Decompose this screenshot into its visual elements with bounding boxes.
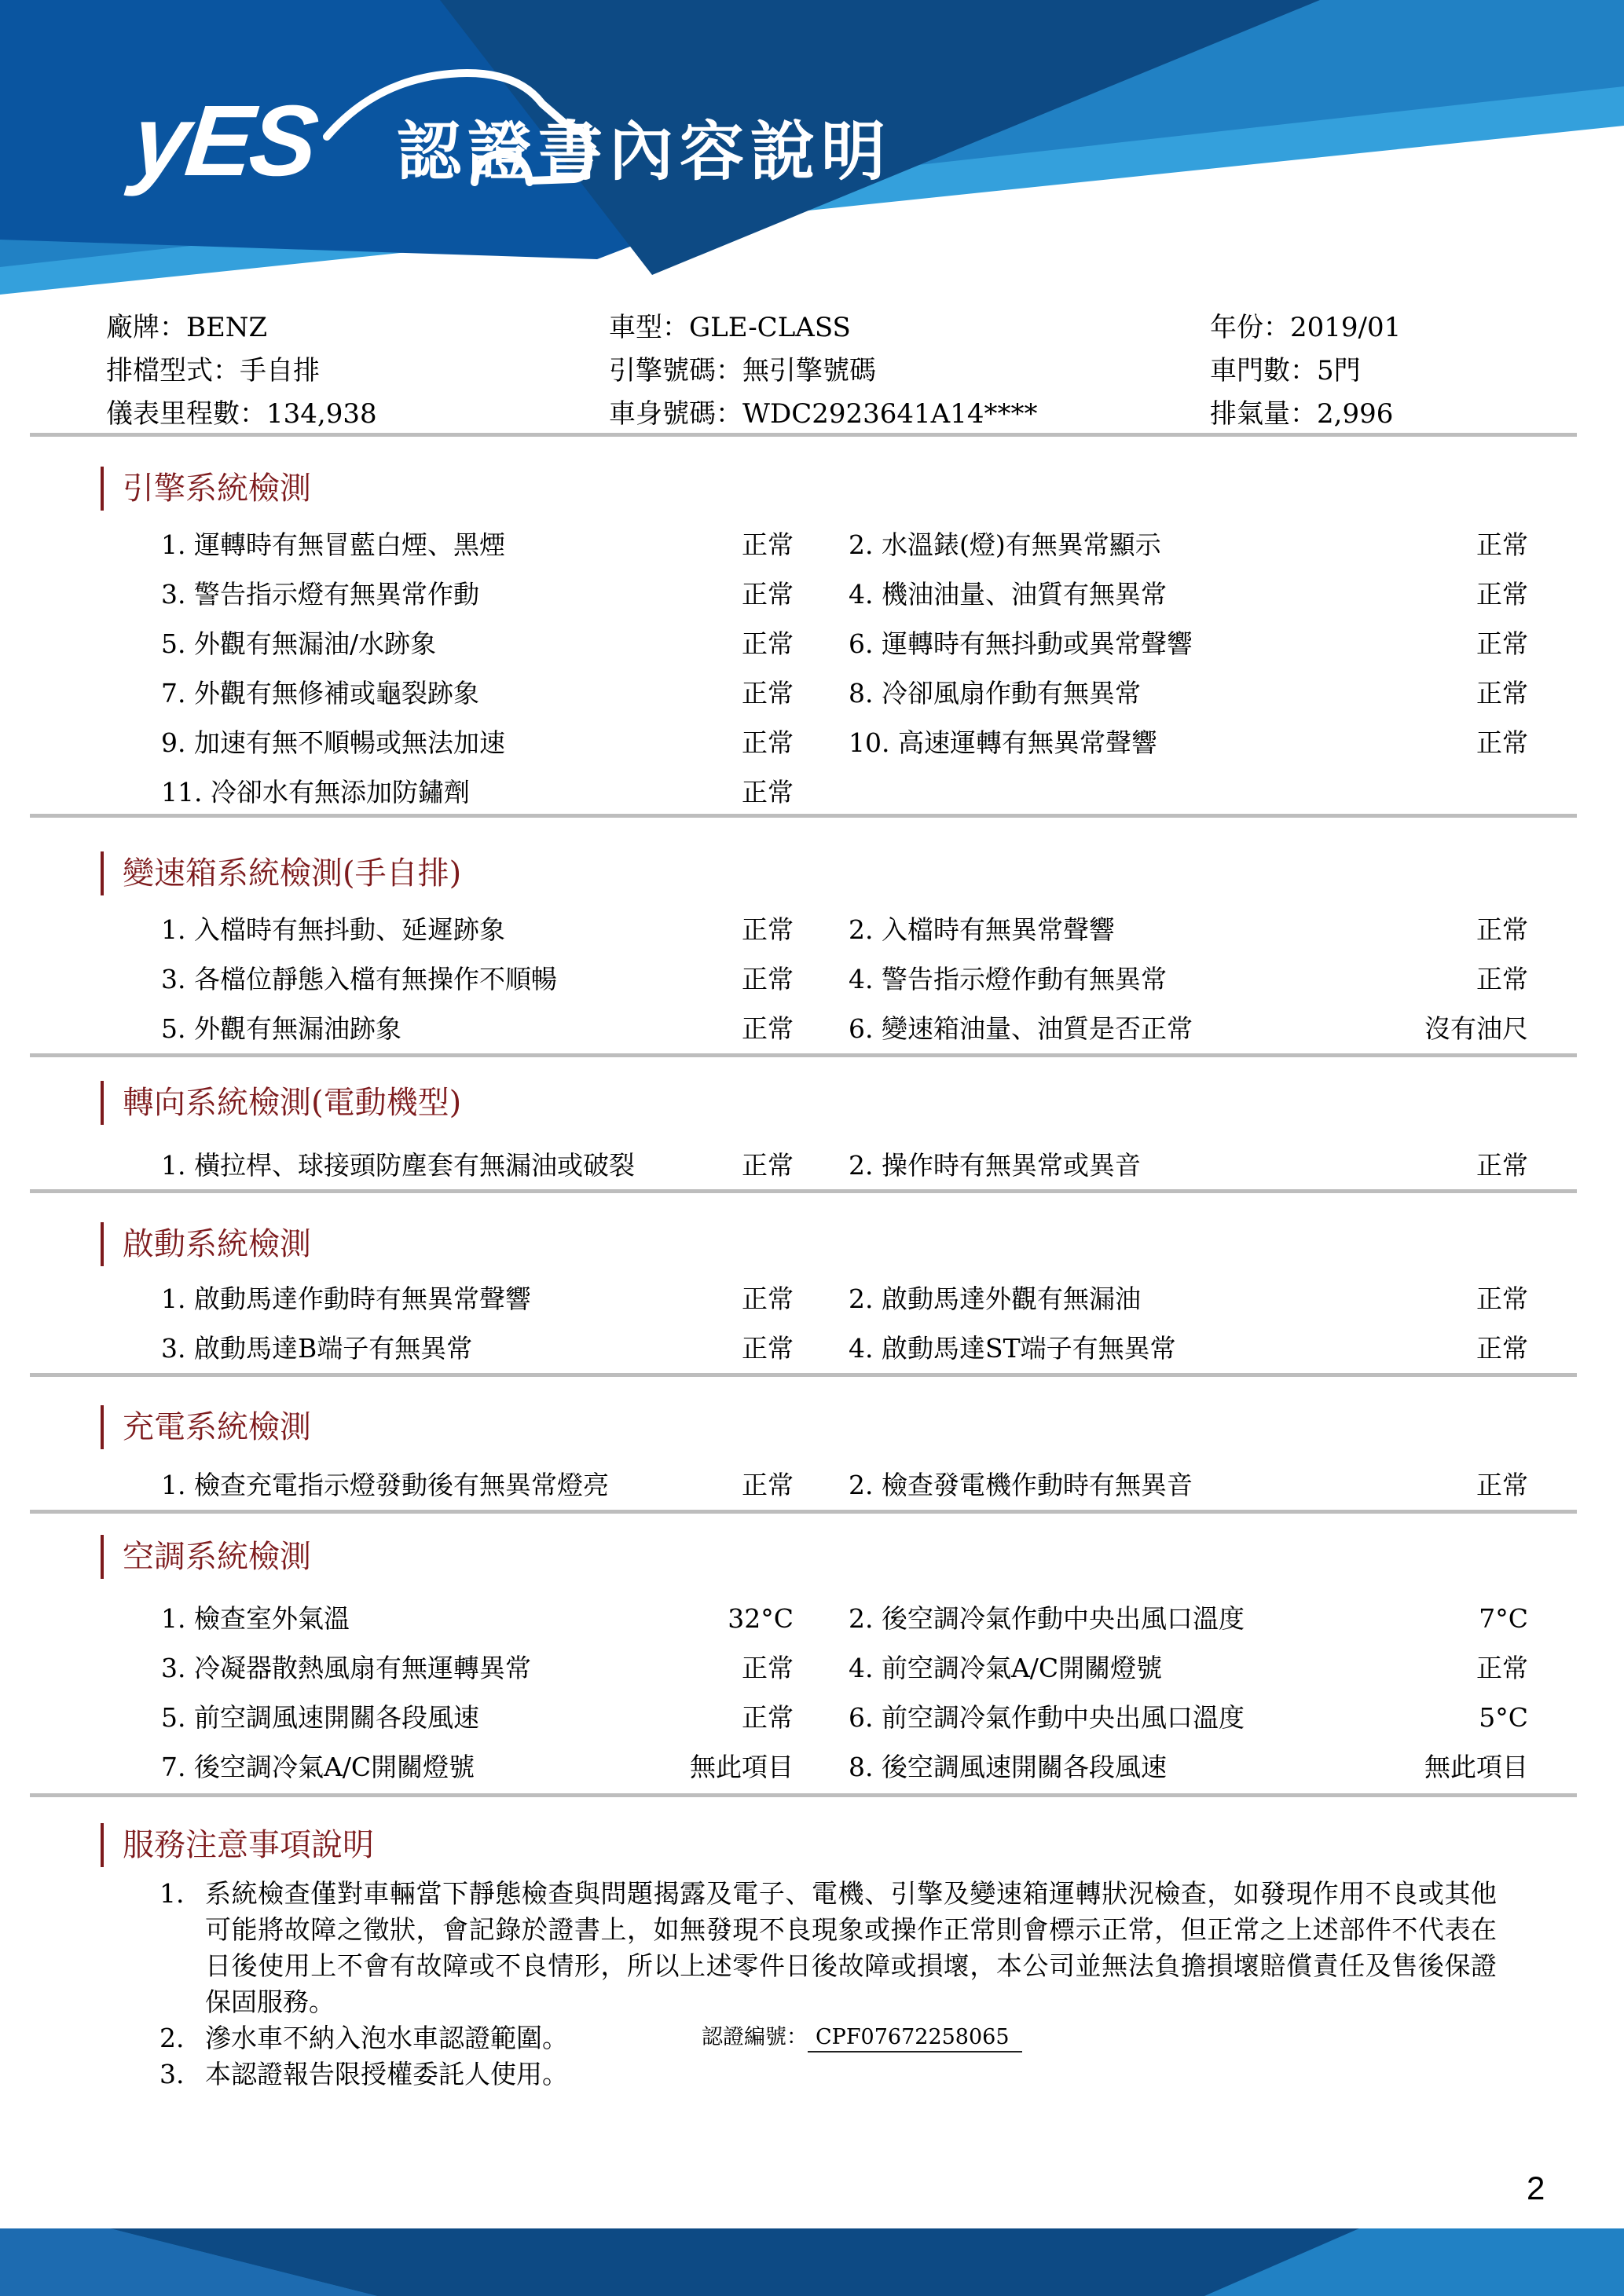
inspection-item <box>849 1274 1528 1324</box>
inspection-item-label: 3. 啟動馬達B端子有無異常 <box>161 1333 473 1364</box>
inspection-item-label: 6. 運轉時有無抖動或異常聲響 <box>849 628 1193 659</box>
inspection-item <box>849 1141 1528 1190</box>
vehicle-info-label: 年份： <box>1210 312 1290 343</box>
inspection-item-status: 無此項目 <box>690 1752 794 1782</box>
vehicle-info-grid <box>106 306 1520 436</box>
inspection-item <box>161 954 794 1004</box>
inspection-item-label: 9. 加速有無不順暢或無法加速 <box>161 727 505 758</box>
inspection-item-label: 4. 啟動馬達ST端子有無異常 <box>849 1333 1176 1364</box>
certificate-number-line <box>702 2023 1022 2052</box>
vehicle-info-field <box>1210 306 1520 350</box>
inspection-item <box>161 1742 794 1792</box>
service-note-number: 2. <box>159 2023 185 2053</box>
vehicle-info-field <box>106 393 609 436</box>
inspection-item-label: 1. 橫拉桿、球接頭防塵套有無漏油或破裂 <box>161 1150 635 1181</box>
vehicle-info-value: BENZ <box>186 312 268 343</box>
inspection-item-label: 5. 前空調風速開關各段風速 <box>161 1702 479 1733</box>
inspection-item <box>161 1594 794 1643</box>
inspection-item-label: 7. 後空調冷氣A/C開關燈號 <box>161 1752 475 1782</box>
section-items-engine <box>161 520 1528 817</box>
inspection-item-label: 10. 高速運轉有無異常聲響 <box>849 727 1157 758</box>
vehicle-info-value: 無引擎號碼 <box>742 355 876 386</box>
vehicle-info-field <box>106 306 609 350</box>
inspection-item <box>849 569 1528 619</box>
inspection-item <box>849 668 1528 718</box>
vehicle-info-field <box>609 306 1210 350</box>
inspection-item-label: 3. 冷凝器散熱風扇有無運轉異常 <box>161 1653 531 1683</box>
inspection-item <box>849 1643 1528 1693</box>
inspection-item-status: 正常 <box>742 529 794 560</box>
inspection-item-label: 4. 機油油量、油質有無異常 <box>849 579 1167 610</box>
vehicle-info-value: 2,996 <box>1317 398 1394 430</box>
inspection-item-status: 32°C <box>728 1603 794 1634</box>
inspection-item-label: 5. 外觀有無漏油/水跡象 <box>161 628 437 659</box>
inspection-item-label: 11. 冷卻水有無添加防鏽劑 <box>161 777 470 807</box>
inspection-item <box>161 1693 794 1742</box>
section-title-engine: 引擎系統檢測 <box>101 467 311 511</box>
inspection-item <box>161 1324 794 1373</box>
vehicle-info-label: 排檔型式： <box>106 355 240 386</box>
inspection-item <box>161 1274 794 1324</box>
inspection-item <box>161 569 794 619</box>
inspection-item-label: 2. 水溫錶(燈)有無異常顯示 <box>849 529 1161 560</box>
inspection-item-status: 正常 <box>1476 628 1528 659</box>
inspection-item-status: 正常 <box>1476 964 1528 994</box>
inspection-item-status: 正常 <box>1476 1283 1528 1314</box>
section-items-aircon <box>161 1594 1528 1792</box>
inspection-item-label: 6. 變速箱油量、油質是否正常 <box>849 1013 1193 1044</box>
inspection-item <box>849 1594 1528 1643</box>
inspection-item-status: 正常 <box>1476 914 1528 945</box>
inspection-item-label: 2. 操作時有無異常或異音 <box>849 1150 1141 1181</box>
inspection-item <box>161 718 794 767</box>
inspection-item <box>849 1693 1528 1742</box>
inspection-item-status: 正常 <box>742 1653 794 1683</box>
inspection-item-label: 8. 冷卻風扇作動有無異常 <box>849 678 1141 709</box>
inspection-item <box>849 619 1528 668</box>
inspection-item <box>161 619 794 668</box>
inspection-item-label: 4. 警告指示燈作動有無異常 <box>849 964 1167 994</box>
inspection-item <box>849 1004 1528 1053</box>
inspection-item-status: 正常 <box>742 1333 794 1364</box>
inspection-item-status: 正常 <box>742 579 794 610</box>
vehicle-info-label: 儀表里程數： <box>106 398 266 430</box>
inspection-item-label: 7. 外觀有無修補或龜裂跡象 <box>161 678 479 709</box>
vehicle-info-field <box>106 350 609 393</box>
service-note <box>159 1876 1497 2020</box>
vehicle-info-value: 2019/01 <box>1290 312 1402 343</box>
inspection-item-label: 2. 啟動馬達外觀有無漏油 <box>849 1283 1141 1314</box>
inspection-item-label: 5. 外觀有無漏油跡象 <box>161 1013 401 1044</box>
inspection-item-status: 無此項目 <box>1424 1752 1528 1782</box>
vehicle-info-label: 車型： <box>609 312 689 343</box>
inspection-item-status: 正常 <box>1476 1470 1528 1500</box>
vehicle-info-field <box>609 393 1210 436</box>
certificate-number-value: CPF07672258065 <box>808 2025 1022 2052</box>
inspection-item-status: 正常 <box>742 1702 794 1733</box>
vehicle-info-label: 車身號碼： <box>609 398 742 430</box>
separator-line <box>30 433 1577 437</box>
inspection-item-status: 正常 <box>1476 727 1528 758</box>
inspection-item-label: 2. 檢查發電機作動時有無異音 <box>849 1470 1193 1500</box>
section-title-steering: 轉向系統檢測(電動機型) <box>101 1081 461 1125</box>
section-title-starter: 啟動系統檢測 <box>101 1222 311 1266</box>
inspection-item-status: 正常 <box>742 628 794 659</box>
inspection-item-label: 6. 前空調冷氣作動中央出風口溫度 <box>849 1702 1245 1733</box>
separator-line <box>30 1510 1577 1514</box>
inspection-item-label: 8. 後空調風速開關各段風速 <box>849 1752 1167 1782</box>
section-title-charging: 充電系統檢測 <box>101 1405 311 1449</box>
inspection-item-status: 正常 <box>1476 1653 1528 1683</box>
inspection-item <box>161 520 794 569</box>
inspection-item <box>161 1004 794 1053</box>
inspection-item-status: 5°C <box>1479 1702 1528 1733</box>
inspection-item <box>849 1742 1528 1792</box>
section-items-starter <box>161 1274 1528 1373</box>
inspection-item-status: 正常 <box>742 777 794 807</box>
inspection-item <box>161 1460 794 1510</box>
section-items-charging <box>161 1460 1528 1510</box>
vehicle-info-field <box>1210 393 1520 436</box>
inspection-item <box>849 954 1528 1004</box>
page-title: 認證書內容說明 <box>397 116 893 188</box>
service-note-text: 滲水車不納入泡水車認證範圍。 <box>205 2023 568 2053</box>
inspection-item-status: 正常 <box>742 914 794 945</box>
inspection-item-status: 正常 <box>742 1150 794 1181</box>
vehicle-info-label: 廠牌： <box>106 312 186 343</box>
inspection-item <box>849 905 1528 954</box>
inspection-item-status: 正常 <box>1476 529 1528 560</box>
inspection-item-label: 4. 前空調冷氣A/C開關燈號 <box>849 1653 1163 1683</box>
inspection-item-label: 1. 檢查室外氣溫 <box>161 1603 350 1634</box>
inspection-item-status: 正常 <box>742 727 794 758</box>
separator-line <box>30 1053 1577 1057</box>
section-title-aircon: 空調系統檢測 <box>101 1535 311 1579</box>
inspection-item-status: 7°C <box>1479 1603 1528 1634</box>
inspection-item-label: 3. 警告指示燈有無異常作動 <box>161 579 479 610</box>
inspection-item-status: 正常 <box>1476 678 1528 709</box>
inspection-item-status: 沒有油尺 <box>1424 1013 1528 1044</box>
inspection-item-status: 正常 <box>742 1283 794 1314</box>
vehicle-info-field <box>609 350 1210 393</box>
service-note-number: 1. <box>159 1878 185 1909</box>
inspection-item-label: 1. 運轉時有無冒藍白煙、黑煙 <box>161 529 505 560</box>
footer-banner-graphic <box>0 2228 1624 2296</box>
inspection-item-status: 正常 <box>1476 579 1528 610</box>
certificate-number-label: 認證編號： <box>702 2025 808 2049</box>
service-note <box>159 2056 1497 2093</box>
inspection-item <box>161 905 794 954</box>
inspection-item <box>161 668 794 718</box>
vehicle-info-value: 5門 <box>1317 355 1361 386</box>
vehicle-info-value: 手自排 <box>240 355 320 386</box>
service-note-number: 3. <box>159 2059 185 2089</box>
section-items-transmission <box>161 905 1528 1053</box>
inspection-item <box>161 1643 794 1693</box>
vehicle-info-value: 134,938 <box>266 398 377 430</box>
inspection-item-label: 1. 啟動馬達作動時有無異常聲響 <box>161 1283 531 1314</box>
inspection-item <box>849 1460 1528 1510</box>
separator-line <box>30 1373 1577 1377</box>
separator-line <box>30 1793 1577 1797</box>
vehicle-info-label: 引擎號碼： <box>609 355 742 386</box>
inspection-item-status: 正常 <box>1476 1333 1528 1364</box>
inspection-item-label: 3. 各檔位靜態入檔有無操作不順暢 <box>161 964 557 994</box>
section-items-steering <box>161 1141 1528 1190</box>
inspection-item-status: 正常 <box>742 1470 794 1500</box>
vehicle-info-label: 排氣量： <box>1210 398 1317 430</box>
inspection-item-label: 1. 入檔時有無抖動、延遲跡象 <box>161 914 505 945</box>
yes-logo-text: yES <box>127 85 321 197</box>
inspection-item-status: 正常 <box>1476 1150 1528 1181</box>
inspection-item <box>849 520 1528 569</box>
section-title-transmission: 變速箱系統檢測(手自排) <box>101 851 461 895</box>
inspection-item-status: 正常 <box>742 678 794 709</box>
inspection-item <box>849 718 1528 767</box>
vehicle-info-value: WDC2923641A14**** <box>742 398 1038 430</box>
vehicle-info-field <box>1210 350 1520 393</box>
inspection-item-label: 2. 後空調冷氣作動中央出風口溫度 <box>849 1603 1245 1634</box>
inspection-item <box>161 1141 794 1190</box>
service-notes-list <box>159 1876 1497 2093</box>
service-note-text: 本認證報告限授權委託人使用。 <box>205 2059 568 2089</box>
vehicle-info-label: 車門數： <box>1210 355 1317 386</box>
inspection-item-status: 正常 <box>742 964 794 994</box>
inspection-item <box>161 767 794 817</box>
service-note-text: 系統檢查僅對車輛當下靜態檢查與問題揭露及電子、電機、引擎及變速箱運轉狀況檢查，如發現作用不良或其他可能將故障之徵狀，會記錄於證書上，如無發現不良現象或操作正常則會標示正常，但正常之上述部件不代表在日後使用上不會有故障或不良情形，所以上述零件日後故障或損壞，本公司並無法負擔損壞賠償責任及售後保證保固服務。 <box>205 1878 1497 2017</box>
inspection-item <box>849 1324 1528 1373</box>
page-number: 2 <box>1527 2170 1545 2206</box>
inspection-item-label: 1. 檢查充電指示燈發動後有無異常燈亮 <box>161 1470 609 1500</box>
inspection-item-label: 2. 入檔時有無異常聲響 <box>849 914 1115 945</box>
inspection-item-status: 正常 <box>742 1013 794 1044</box>
vehicle-info-value: GLE-CLASS <box>689 312 851 343</box>
section-title-service-notes: 服務注意事項說明 <box>101 1823 374 1867</box>
